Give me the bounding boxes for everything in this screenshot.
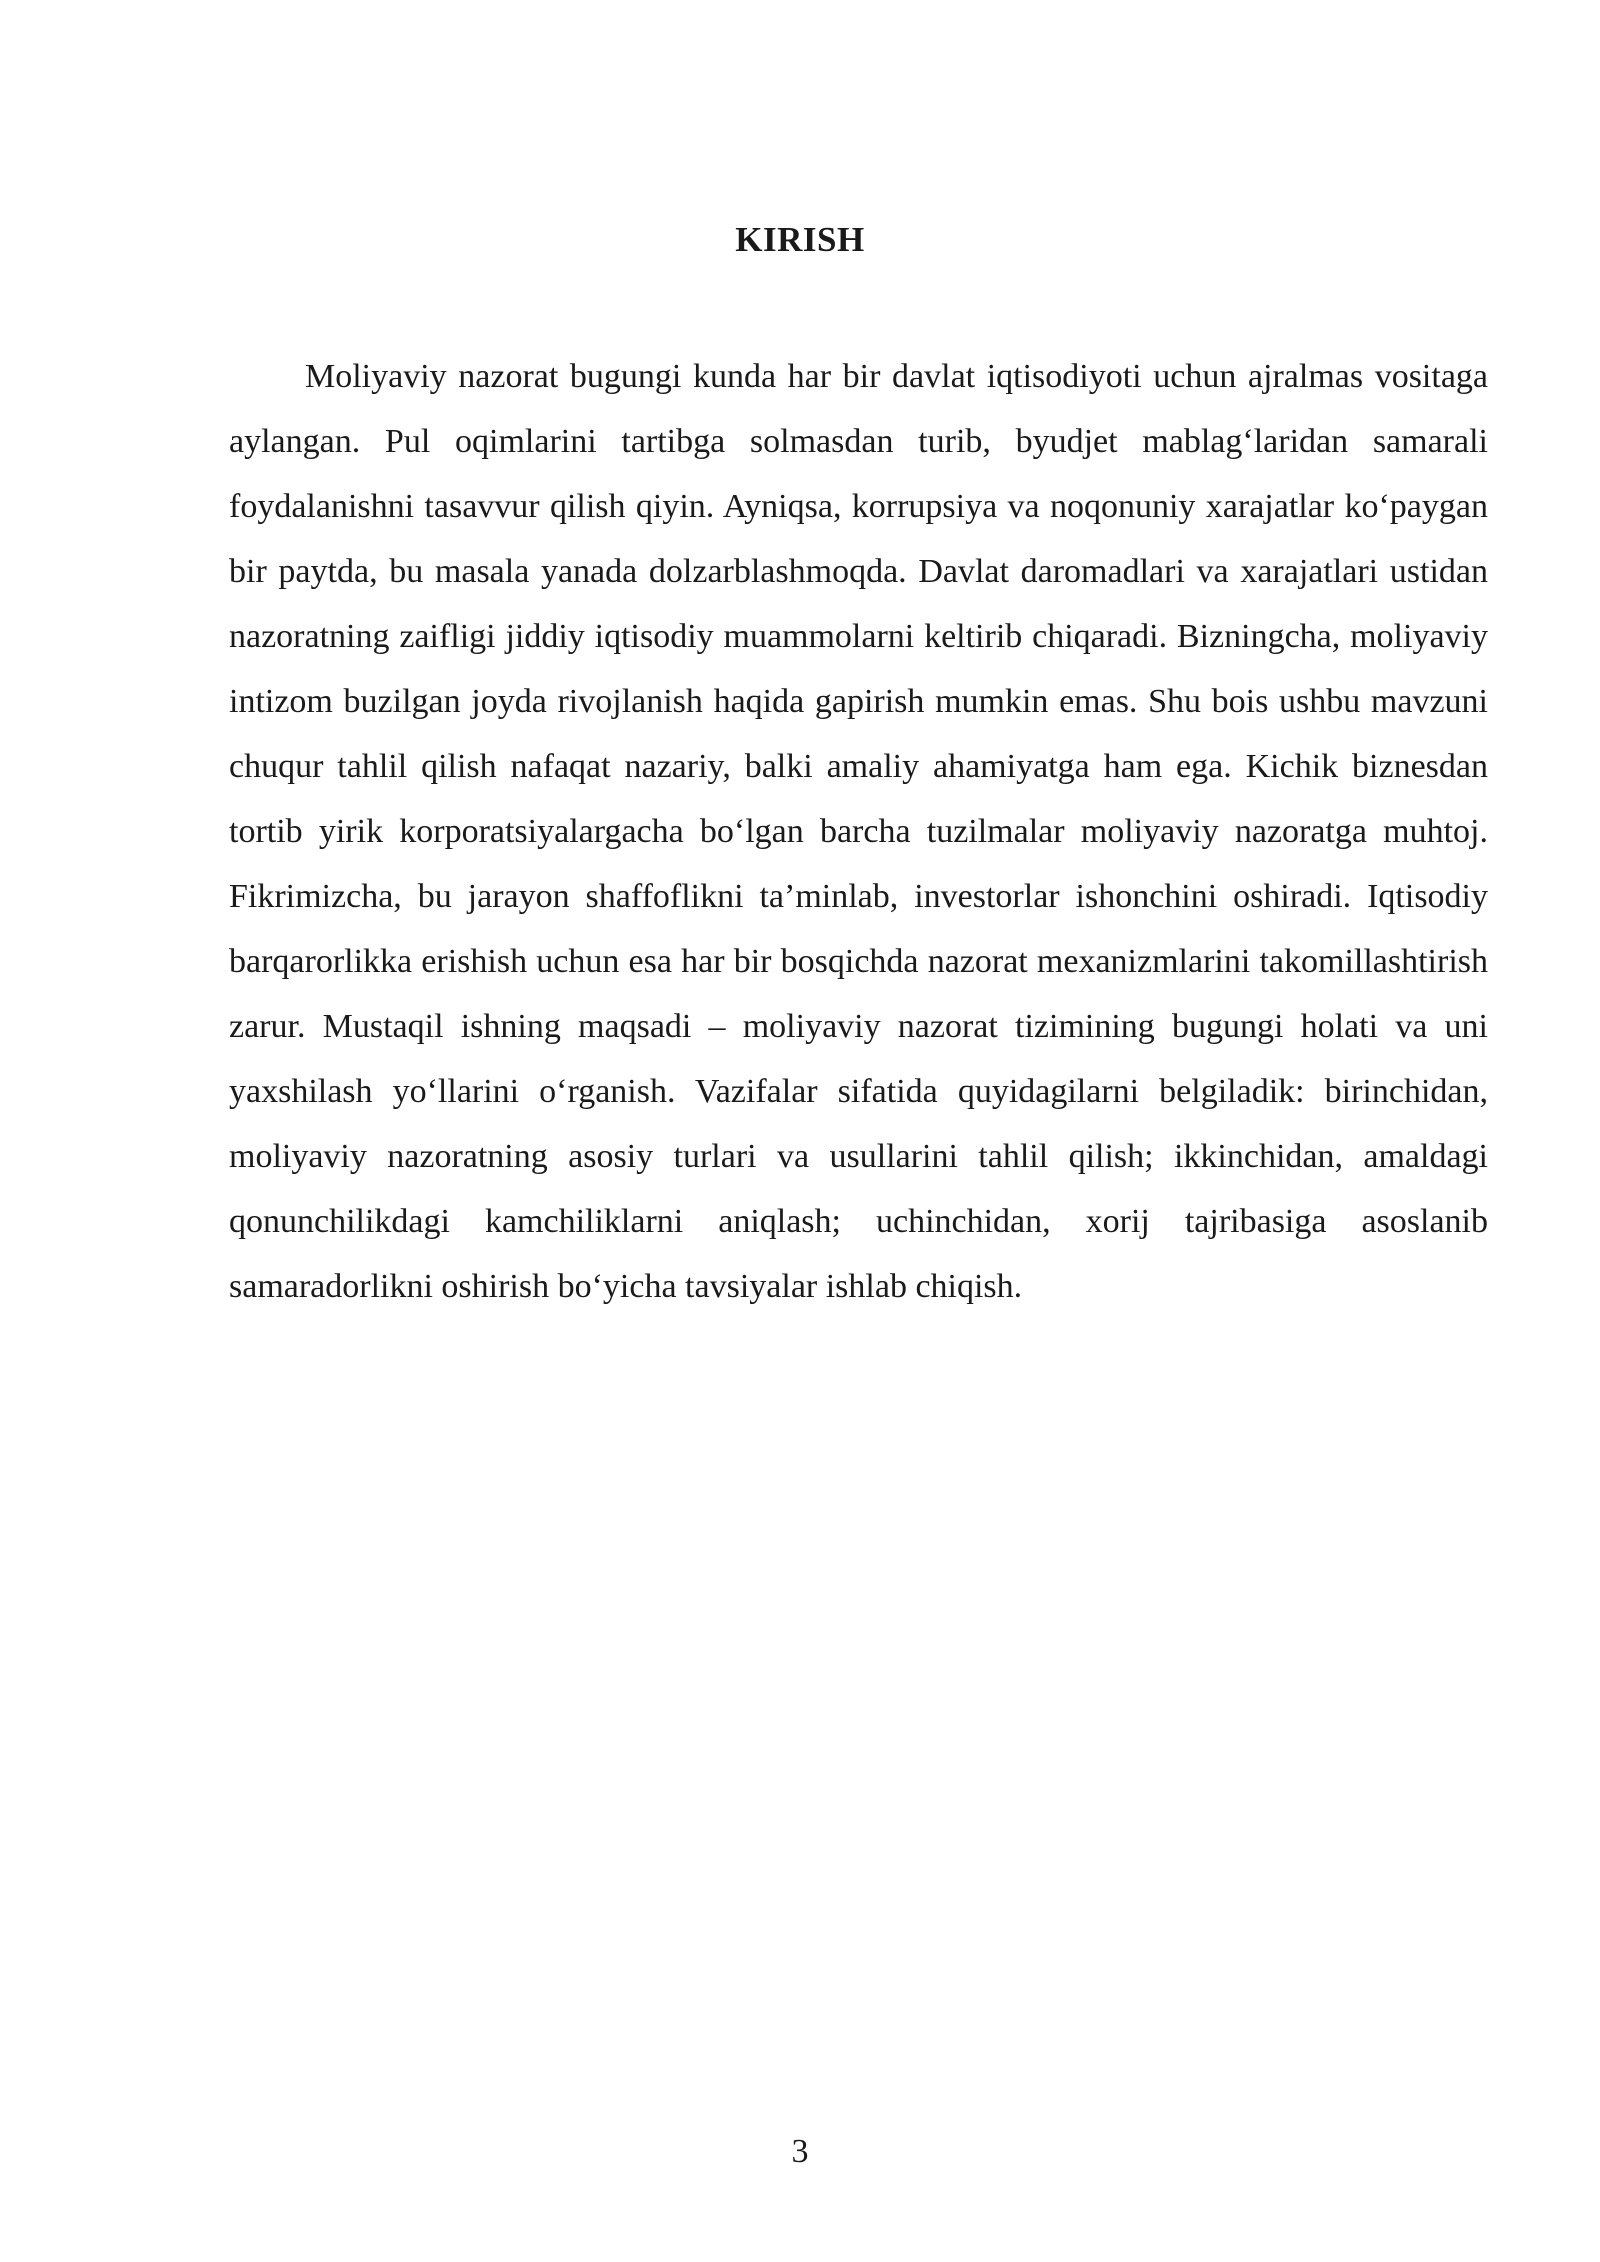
page-number: 3 — [791, 2133, 809, 2170]
section-heading: KIRISH — [735, 220, 865, 259]
body-paragraph: Moliyaviy nazorat bugungi kunda har bir davlat iqtisodiyoti uchun ajralmas vositaga aylangan. Pul oqimlarini tartibga solmasdan turib, byudjet mablag‘laridan samarali foydalanishni tasavvur qilish qiyin. Ayniqsa, korrupsiya va noqonuniy xarajatlar ko‘paygan bir paytda, bu masala yanada dolzarblashmoqda. Davlat daromadlari va xarajatlari ustidan nazoratning zaifligi jiddiy iqtisodiy muammolarni keltirib chiqaradi. Bizningcha, moliyaviy intizom buzilgan joyda rivojlanish haqida gapirish mumkin emas. Shu bois ushbu mavzuni chuqur tahlil qilish nafaqat nazariy, balki amaliy ahamiyatga ham ega. Kichik biznesdan tortib yirik korporatsiyalargacha bo‘lgan barcha tuzilmalar moliyaviy nazoratga muhtoj. Fikrimizcha, bu jarayon shaffoflikni ta’minlab, investorlar ishonchini oshiradi. Iqtisodiy barqarorlikka erishish uchun esa har bir bosqichda nazorat mexanizmlarini takomillashtirish zarur. Mustaqil ishning maqsadi – moliyaviy nazorat tizimining bugungi holati va uni yaxshilash yo‘llarini o‘rganish. Vazifalar sifatida quyidagilarni belgiladik: birinchidan, moliyaviy nazoratning asosiy turlari va usullarini tahlil qilish; ikkinchidan, amaldagi qonunchilikdagi kamchiliklarni aniqlash; uchinchidan, xorij tajribasiga asoslanib samaradorlikni oshirish bo‘yicha tavsiyalar ishlab chiqish. — [229, 358, 1488, 1305]
